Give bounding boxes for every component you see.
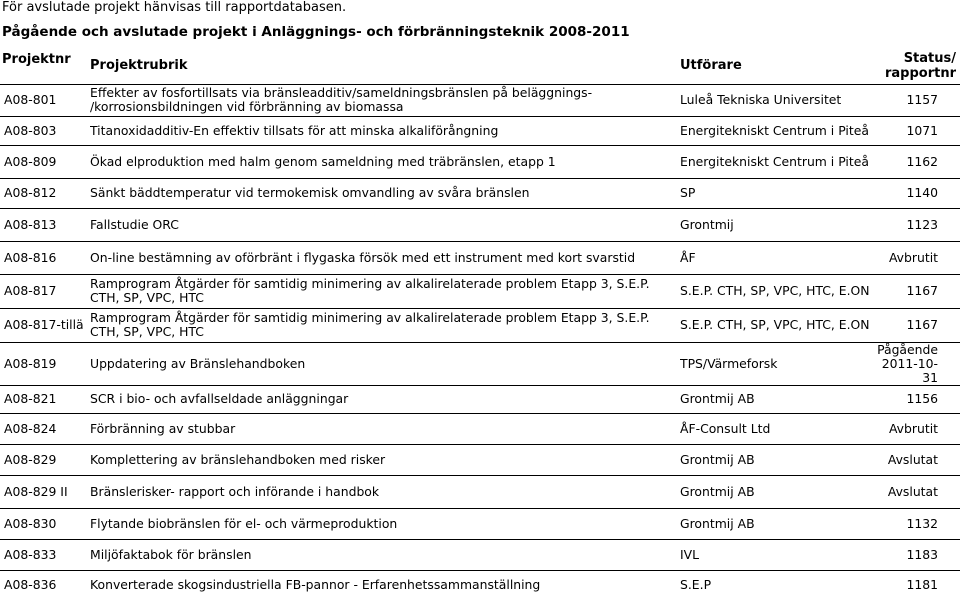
row-code: A08-830: [4, 515, 57, 531]
intro-text: För avslutade projekt hänvisas till rapportdatabasen.: [2, 0, 347, 15]
row-status: Avslutat: [887, 451, 938, 467]
row-code: A08-803: [4, 122, 57, 138]
row-rubric: Fallstudie ORC: [90, 216, 179, 232]
row-rubric: Konverterade skogsindustriella FB-pannor - Erfarenhetssammanställning: [90, 576, 541, 592]
row-performer: Energitekniskt Centrum i Piteå: [680, 122, 869, 138]
row-rubric: On-line bestämning av oförbränt i flygaska försök med ett instrument med kort svarstid: [90, 249, 636, 265]
header-status: [870, 51, 960, 84]
table-row: [0, 116, 960, 145]
row-performer: Grontmij AB: [680, 483, 755, 499]
row-code: A08-819: [4, 355, 57, 371]
page-title: Pågående och avslutade projekt i Anläggnings- och förbränningsteknik 2008-2011: [2, 24, 630, 40]
row-performer: ÅF: [680, 249, 696, 265]
table-row: [0, 413, 960, 444]
row-status: Avslutat: [887, 483, 938, 499]
row-status: Pågående 2011-10-31: [877, 342, 938, 385]
row-rubric: Bränslerisker- rapport och införande i handbok: [90, 483, 380, 499]
row-performer: S.E.P. CTH, SP, VPC, HTC, E.ON: [680, 317, 870, 332]
row-code: A08-809: [4, 153, 57, 169]
table-row: [0, 241, 960, 274]
row-status: 1167: [906, 317, 938, 332]
row-status: 1162: [906, 153, 938, 169]
row-performer: S.E.P. CTH, SP, VPC, HTC, E.ON: [680, 283, 870, 298]
row-code: A08-812: [4, 185, 57, 200]
table-row: [0, 444, 960, 475]
projects-table: [0, 51, 960, 599]
row-code: A08-817: [4, 283, 57, 298]
row-status: 1181: [906, 576, 938, 592]
row-rubric: Komplettering av bränslehandboken med risker: [90, 451, 386, 467]
row-status: Avbrutit: [888, 249, 938, 265]
table-row: [0, 274, 960, 308]
table-row: [0, 208, 960, 241]
row-rubric: Titanoxidadditiv-En effektiv tillsats för att minska alkaliförångning: [90, 122, 499, 138]
row-rubric: Sänkt bäddtemperatur vid termokemisk omvandling av svåra bränslen: [90, 185, 530, 200]
row-code: A08-833: [4, 546, 57, 562]
row-rubric: SCR i bio- och avfallseldade anläggningar: [90, 391, 349, 406]
row-status: 1140: [906, 185, 938, 200]
row-code: A08-836: [4, 576, 57, 592]
row-status: 1157: [906, 92, 938, 107]
row-status: 1167: [906, 283, 938, 298]
table-row: [0, 539, 960, 570]
row-rubric: Ramprogram Åtgärder för samtidig minimering av alkalirelaterade problem Etapp 3, S.E.P. CTH, SP, VPC, HTC: [90, 310, 650, 339]
table-row: [0, 84, 960, 116]
table-row: [0, 508, 960, 539]
row-performer: Grontmij AB: [680, 451, 755, 467]
row-code: A08-821: [4, 391, 57, 406]
row-code: A08-824: [4, 420, 57, 436]
row-rubric: Ramprogram Åtgärder för samtidig minimering av alkalirelaterade problem Etapp 3, S.E.P. CTH, SP, VPC, HTC: [90, 276, 650, 305]
row-performer: Grontmij: [680, 216, 734, 232]
header-project: Projektnr: [2, 52, 71, 67]
row-code: A08-817-tillä: [4, 317, 84, 332]
row-performer: Luleå Tekniska Universitet: [680, 92, 842, 107]
row-rubric: Uppdatering av Bränslehandboken: [90, 355, 306, 371]
row-performer: TPS/Värmeforsk: [680, 355, 778, 371]
row-performer: Grontmij AB: [680, 515, 755, 531]
table-row: [0, 475, 960, 508]
row-code: A08-816: [4, 249, 57, 265]
table-row: [0, 342, 960, 385]
row-code: A08-813: [4, 216, 57, 232]
table-header-row: [0, 51, 960, 84]
table-row: [0, 570, 960, 599]
table-row: [0, 178, 960, 208]
row-status: 1071: [906, 122, 938, 138]
table-row: [0, 308, 960, 342]
row-performer: S.E.P: [680, 576, 712, 592]
row-status: Avbrutit: [888, 420, 938, 436]
row-rubric: Effekter av fosfortillsats via bränsleadditiv/sameldningsbränslen på beläggnings- /korrosionsbildningen vid förbränning av biomassa: [90, 85, 593, 114]
row-status: 1156: [906, 391, 938, 406]
row-rubric: Ökad elproduktion med halm genom sameldning med träbränslen, etapp 1: [90, 153, 556, 169]
row-status: 1132: [906, 515, 938, 531]
table-row: [0, 385, 960, 413]
row-status: 1123: [906, 216, 938, 232]
row-performer: ÅF-Consult Ltd: [680, 420, 771, 436]
header-rubric: Projektrubrik: [90, 58, 188, 73]
row-code: A08-829 II: [4, 483, 68, 499]
header-status-label: Status/ rapportnr: [884, 51, 956, 81]
row-code: A08-801: [4, 92, 57, 107]
row-rubric: Flytande biobränslen för el- och värmeproduktion: [90, 515, 398, 531]
row-performer: Energitekniskt Centrum i Piteå: [680, 153, 869, 169]
row-code: A08-829: [4, 451, 57, 467]
row-rubric: Förbränning av stubbar: [90, 420, 236, 436]
row-status: 1183: [906, 546, 938, 562]
row-rubric: Miljöfaktabok för bränslen: [90, 546, 252, 562]
table-row: [0, 145, 960, 178]
row-performer: Grontmij AB: [680, 391, 755, 406]
row-performer: IVL: [680, 546, 700, 562]
header-performer: Utförare: [680, 58, 742, 73]
row-performer: SP: [680, 185, 696, 200]
